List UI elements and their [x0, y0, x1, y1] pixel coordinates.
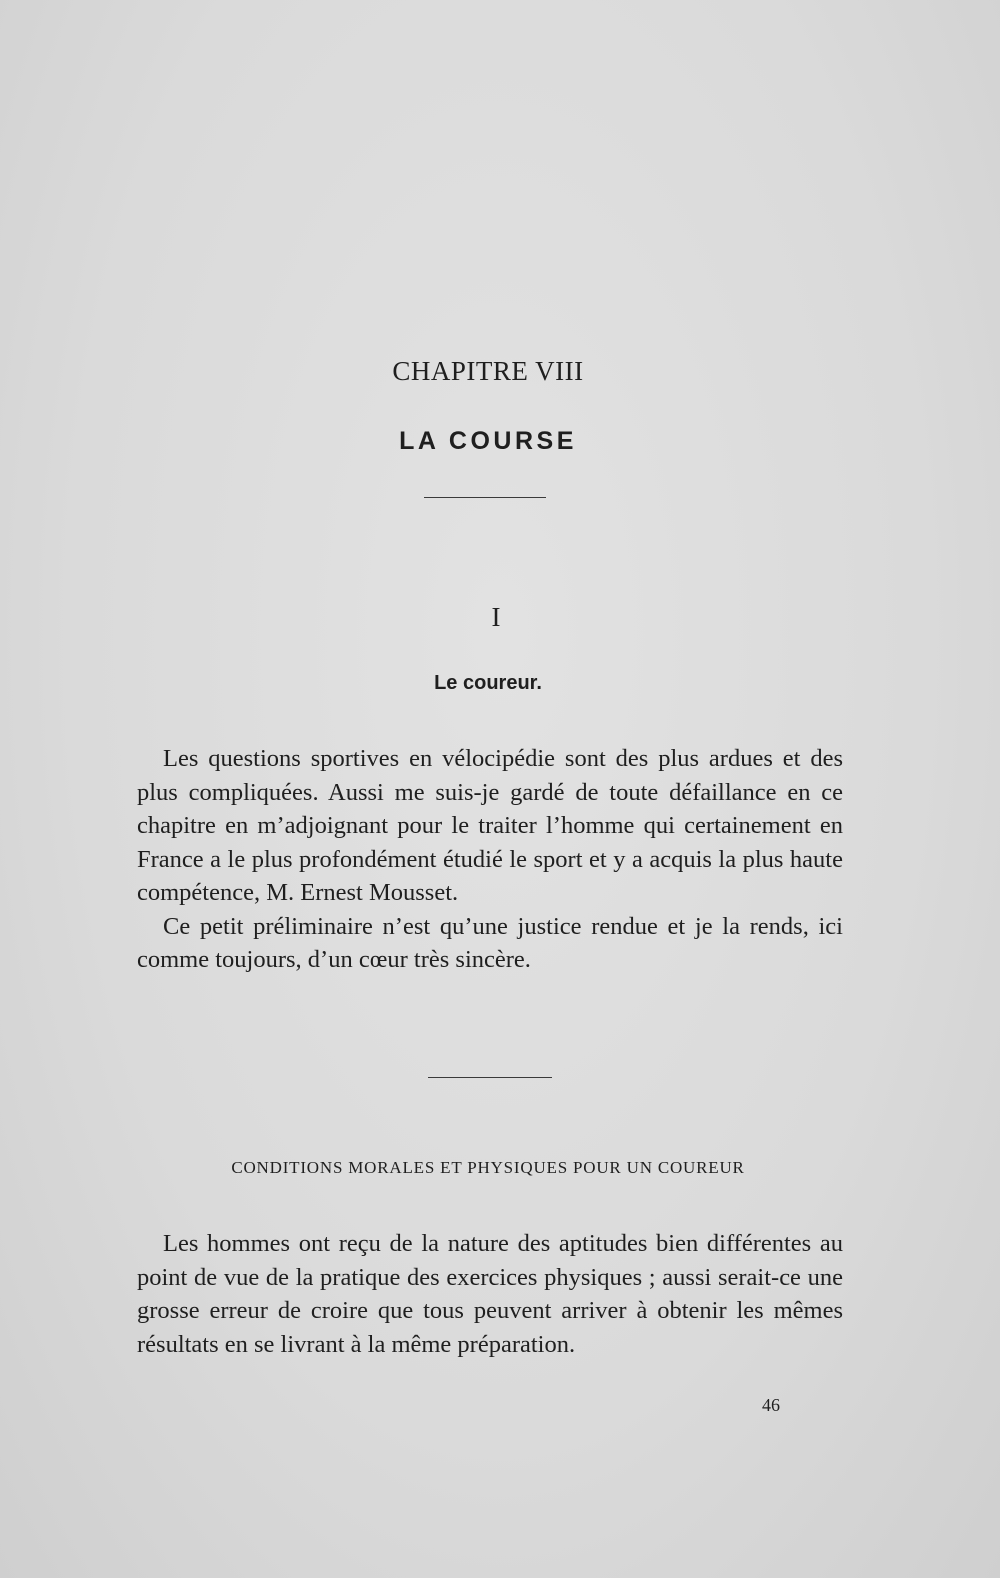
paragraph: Les hommes ont reçu de la nature des aptitudes bien différentes au point de vue de la pratique des exercices physiques ; aussi serait-ce une grosse erreur de croire que tous peuvent arriver à obtenir les mêmes résultats en se livrant à la même préparation.	[137, 1230, 843, 1358]
page-number: 46	[762, 1395, 780, 1415]
divider-rule	[424, 497, 546, 498]
intro-text	[137, 742, 843, 977]
chapter-title: CHAPITRE VIII	[392, 356, 584, 386]
subsection-heading: CONDITIONS MORALES ET PHYSIQUES POUR UN COUREUR	[231, 1158, 745, 1177]
chapter-subtitle: LA COURSE	[399, 427, 577, 455]
section-title: Le coureur.	[434, 672, 542, 694]
divider-rule	[428, 1077, 552, 1078]
paragraph: Ce petit préliminaire n’est qu’une justice rendue et je la rends, ici comme toujours, d’un cœur très sincère.	[137, 912, 843, 973]
body-text	[137, 1227, 843, 1361]
section-number: I	[491, 602, 501, 632]
paragraph: Les questions sportives en vélocipédie sont des plus ardues et des plus compliquées. Aussi me suis-je gardé de toute défaillance en ce chapitre en m’adjoignant pour le traiter l’homme qui certainement en France a le plus profondément étudié le sport et y a acquis la plus haute compétence, M. Ernest Mousset.	[137, 745, 843, 906]
